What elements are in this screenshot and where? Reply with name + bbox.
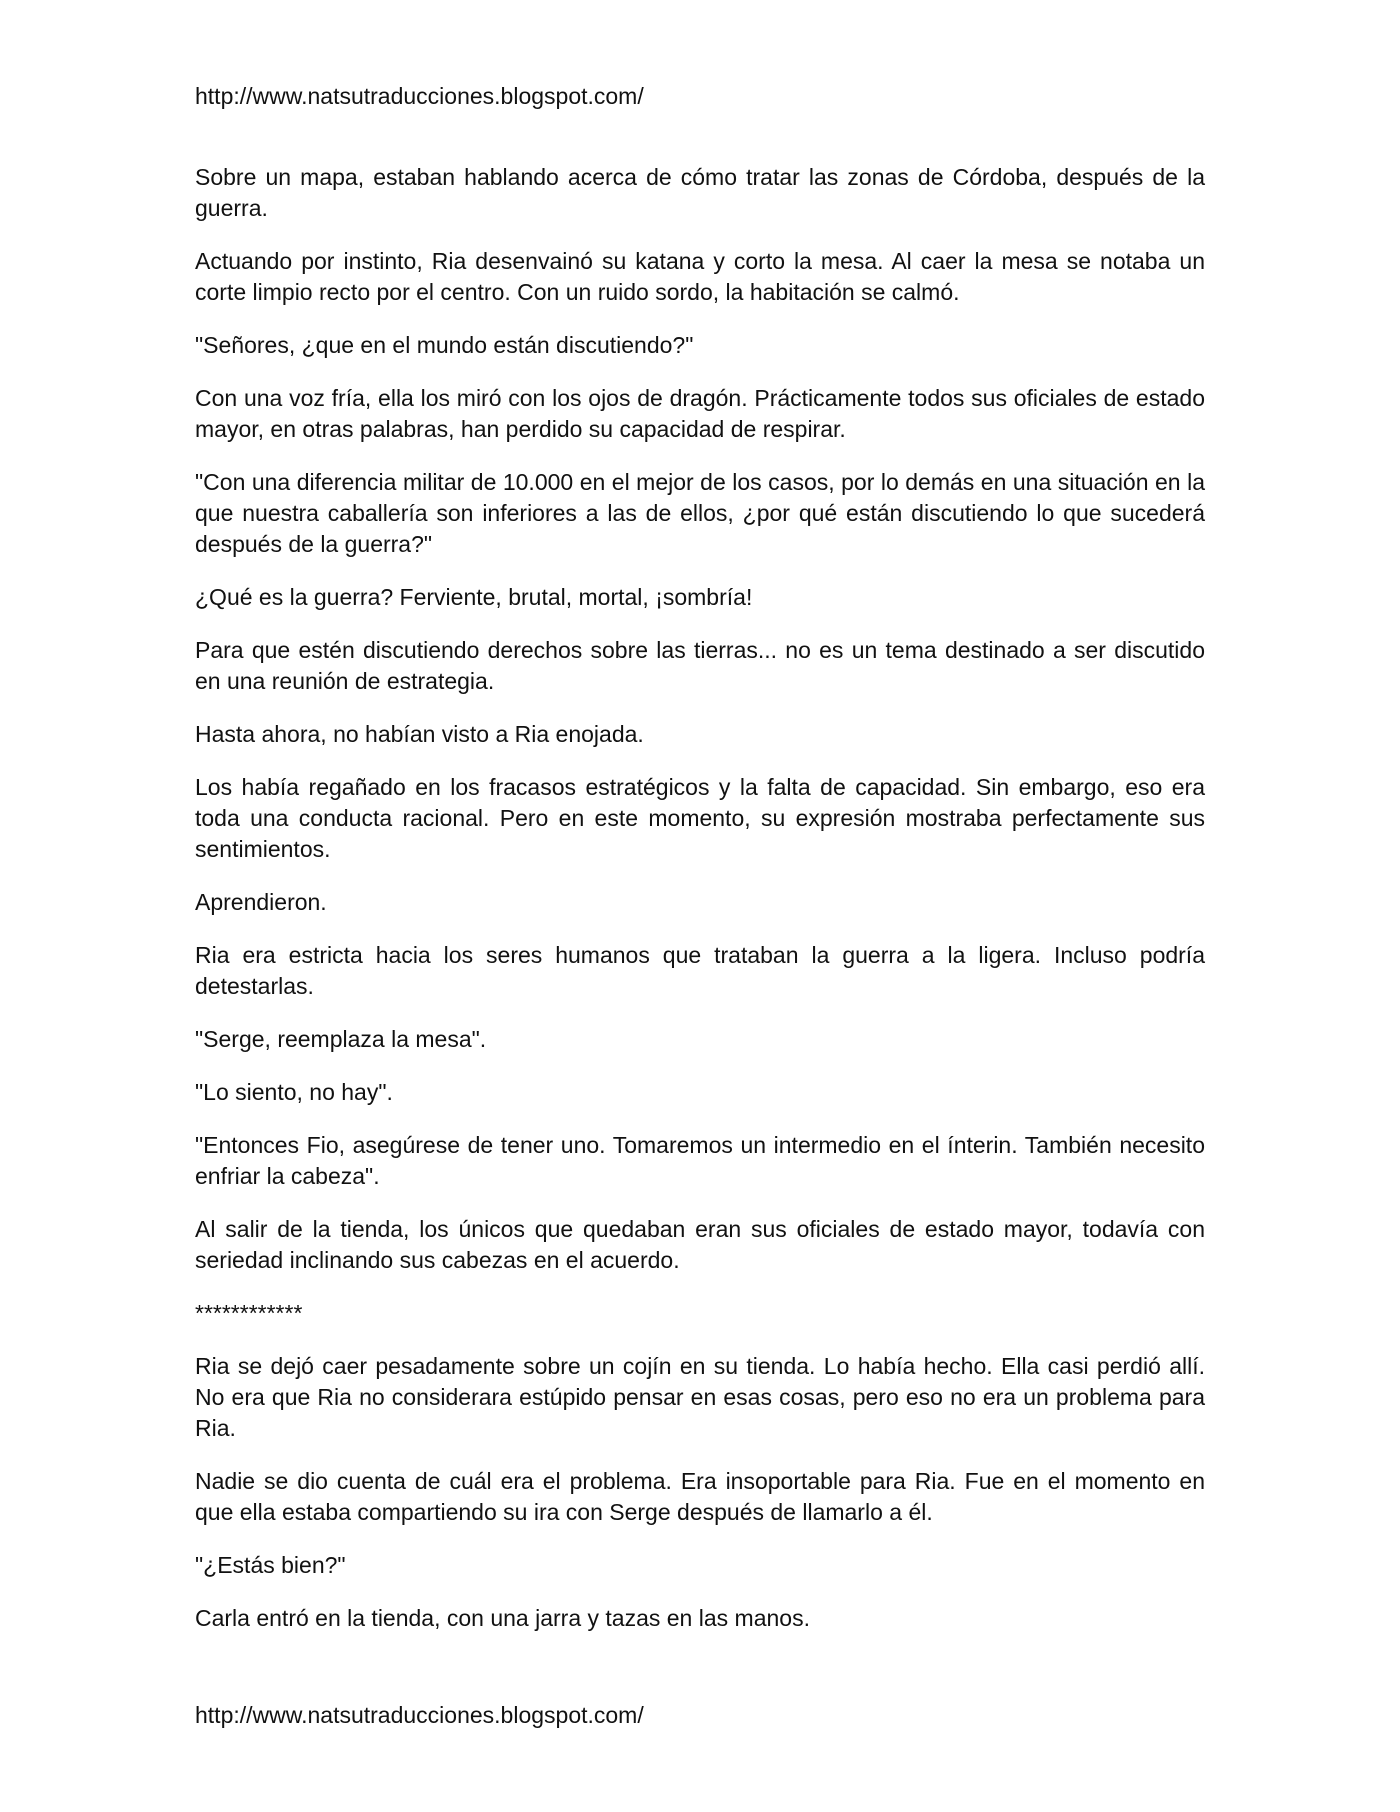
- paragraph: Aprendieron.: [195, 889, 327, 915]
- section-separator: ************: [195, 1300, 303, 1326]
- paragraph: Actuando por instinto, Ria desenvainó su katana y corto la mesa. Al caer la mesa se notaba un corte limpio recto por el centro. Con un ruido sordo, la habitación se calmó.: [195, 248, 1205, 305]
- header-url: http://www.natsutraducciones.blogspot.com/: [195, 83, 644, 109]
- paragraph: "Con una diferencia militar de 10.000 en el mejor de los casos, por lo demás en una situación en la que nuestra caballería son inferiores a las de ellos, ¿por qué están discutiendo lo que sucederá después de la guerra?": [195, 469, 1205, 557]
- paragraph: Ria se dejó caer pesadamente sobre un cojín en su tienda. Lo había hecho. Ella casi perdió allí. No era que Ria no considerara estúpido pensar en esas cosas, pero eso no era un problema para Ria.: [195, 1353, 1205, 1441]
- paragraph: Nadie se dio cuenta de cuál era el problema. Era insoportable para Ria. Fue en el momento en que ella estaba compartiendo su ira con Serge después de llamarlo a él.: [195, 1468, 1205, 1525]
- paragraph: "Serge, reemplaza la mesa".: [195, 1026, 487, 1052]
- paragraph: Los había regañado en los fracasos estratégicos y la falta de capacidad. Sin embargo, eso era toda una conducta racional. Pero en este momento, su expresión mostraba perfectamente sus sentimientos.: [195, 774, 1205, 862]
- paragraph: Con una voz fría, ella los miró con los ojos de dragón. Prácticamente todos sus oficiales de estado mayor, en otras palabras, han perdido su capacidad de respirar.: [195, 385, 1205, 442]
- document-body: [195, 162, 1205, 1656]
- paragraph: Para que estén discutiendo derechos sobre las tierras... no es un tema destinado a ser discutido en una reunión de estrategia.: [195, 637, 1205, 694]
- paragraph: "¿Estás bien?": [195, 1552, 346, 1578]
- paragraph: Al salir de la tienda, los únicos que quedaban eran sus oficiales de estado mayor, todavía con seriedad inclinando sus cabezas en el acuerdo.: [195, 1216, 1205, 1273]
- paragraph: ¿Qué es la guerra? Ferviente, brutal, mortal, ¡sombría!: [195, 584, 753, 610]
- paragraph: Carla entró en la tienda, con una jarra y tazas en las manos.: [195, 1605, 810, 1631]
- footer-url: http://www.natsutraducciones.blogspot.com/: [195, 1702, 644, 1728]
- paragraph: Hasta ahora, no habían visto a Ria enojada.: [195, 721, 644, 747]
- paragraph: Ria era estricta hacia los seres humanos que trataban la guerra a la ligera. Incluso podría detestarlas.: [195, 942, 1205, 999]
- paragraph: "Lo siento, no hay".: [195, 1079, 393, 1105]
- paragraph: "Señores, ¿que en el mundo están discutiendo?": [195, 332, 694, 358]
- paragraph: "Entonces Fio, asegúrese de tener uno. Tomaremos un intermedio en el ínterin. También necesito enfriar la cabeza".: [195, 1132, 1205, 1189]
- paragraph: Sobre un mapa, estaban hablando acerca de cómo tratar las zonas de Córdoba, después de la guerra.: [195, 164, 1205, 221]
